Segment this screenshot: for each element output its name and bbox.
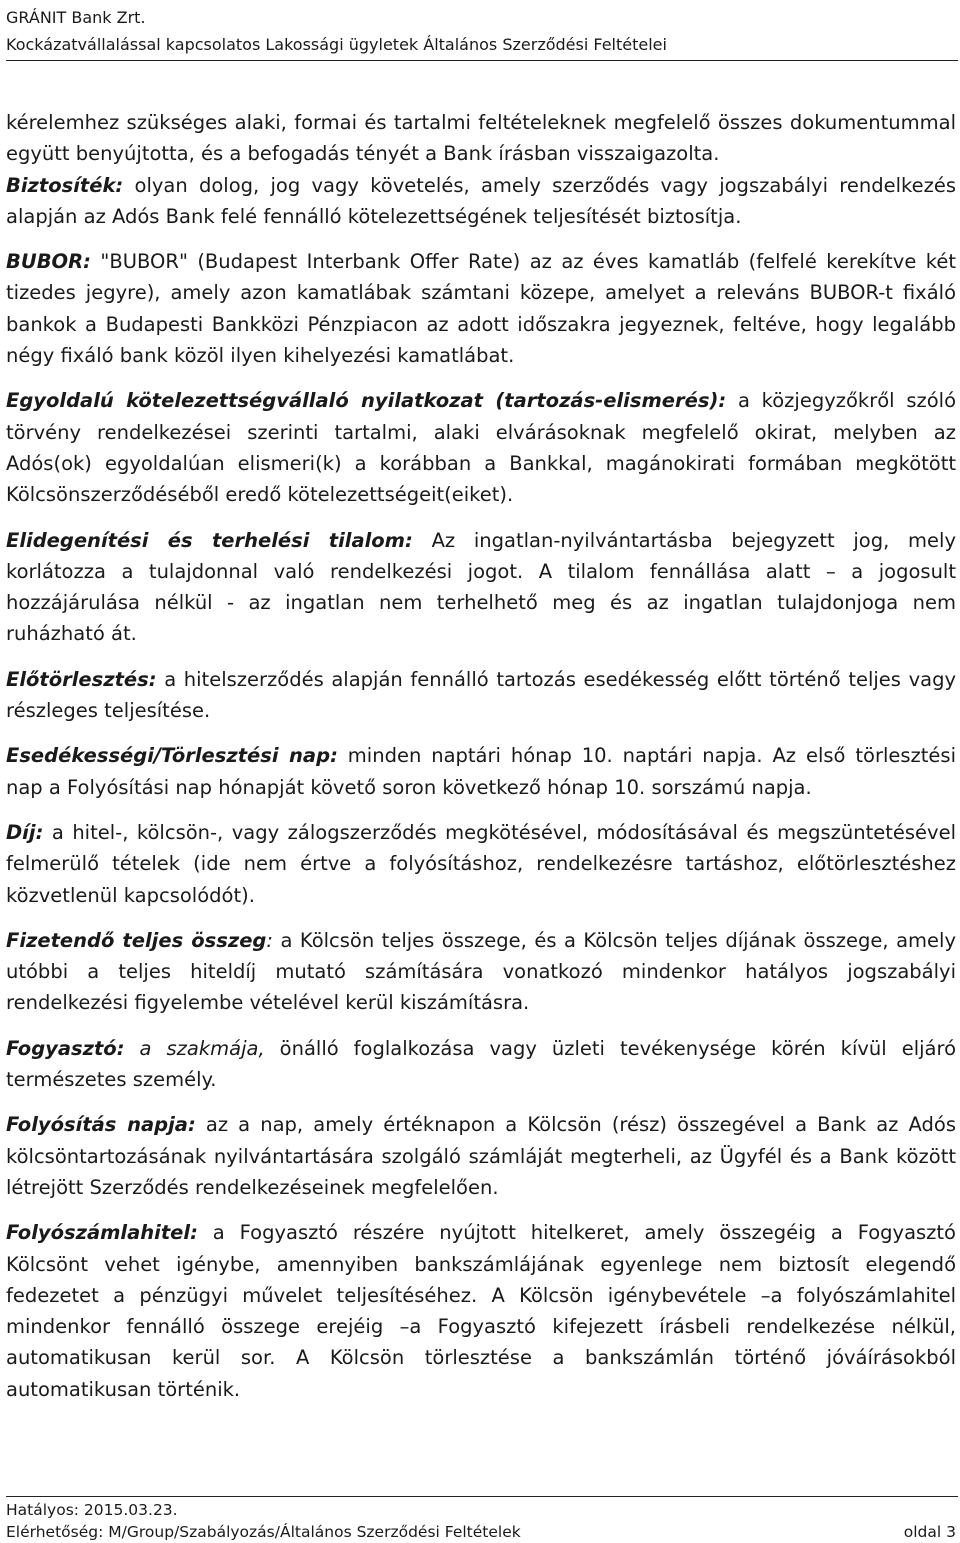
page-footer [6, 1499, 956, 1543]
header-divider [6, 60, 958, 61]
footer-line [6, 1521, 956, 1543]
intro-paragraph: kérelemhez szükséges alaki, formai és tartalmi feltételeknek megfelelő összes dokumentummal együtt benyújtotta, és a befogadás tényét a Bank írásban visszaigazolta. [6, 111, 956, 166]
definition-term: Biztosíték [6, 173, 116, 197]
definition-term: Folyószámlahitel [6, 1221, 191, 1245]
definition-text: Az ingatlan-nyilvántartásba bejegyzett jog, mely korlátozza a tulajdonnal való rendelkezési jogot. A tilalom fennállása alatt – a jogosult hozzájárulása nélkül - az ingatlan nem terhelhető meg és az ingatlan tulajdonjoga nem ruházható át. [6, 528, 956, 646]
definition-folyositas-napja [6, 1109, 956, 1203]
definition-separator: : [330, 744, 338, 768]
definition-text: a közjegyzőkről szóló törvény rendelkezései szerinti tartalmi, alaki elvárásoknak megfelelő okirat, melyben az Adós(ok) egyoldalúan elismeri(k) a korábban a Bankkal, magánokirati formában megkötött Kölcsönszerződéséből eredő kötelezettségeit(eiket). [6, 389, 957, 507]
definition-term: Elidegenítési és terhelési tilalom [6, 528, 406, 552]
definition-term: Díj [6, 820, 36, 844]
definition-text: az a nap, amely értéknapon a Kölcsön (rész) összegével a Bank az Adós kölcsöntartozásának nyilvántartására szolgáló számláját megterheli, az Ügyfél és a Bank között létrejött Szerződés rendelkezéseinek megfelelően. [6, 1113, 956, 1199]
definition-separator: : [116, 1036, 125, 1060]
definition-biztositek [6, 170, 956, 233]
page-header [6, 4, 667, 58]
definition-term: Egyoldalú kötelezettségvállaló nyilatkozat (tartozás-elismerés) [6, 389, 719, 413]
page-number: oldal 3 [903, 1523, 956, 1541]
definition-esedekessegi-nap [6, 740, 956, 803]
effective-date: Hatályos: 2015.03.23. [6, 1501, 178, 1519]
definition-text: minden naptári hónap 10. naptári napja. Az első törlesztési nap a Folyósítási nap hónapját követő soron következő hónap 10. sorszámú napja. [6, 744, 956, 799]
definition-fizetendo-teljes-osszeg [6, 925, 956, 1019]
definition-dij [6, 817, 956, 911]
definition-separator: : [83, 250, 91, 274]
definition-term: Folyósítás napja [6, 1113, 188, 1137]
definition-prefix: a szakmája, [124, 1036, 265, 1060]
definition-term: Esedékességi/Törlesztési nap [6, 744, 331, 768]
definition-egyoldalu [6, 385, 956, 510]
definition-text: a Fogyasztó részére nyújtott hitelkeret, amely összegéig a Fogyasztó Kölcsönt vehet igénybe, amennyiben bankszámlájának egyenlege nem biztosít elegendő fedezetet a pénzügyi művelet teljesítéséhez. A Kölcsön igénybevétele –a folyószámlahitel mindenkor fennálló összege erejéig –a Fogyasztó kifejezett írásbeli rendelkezése nélkül, automatikusan kerül sor. A Kölcsön törlesztése a bankszámlán történő jóváírásokból automatikusan történik. [6, 1221, 956, 1401]
definition-term: Fogyasztó [6, 1036, 117, 1060]
definition-separator: : [266, 928, 273, 952]
definition-separator: : [115, 173, 124, 197]
document-body [6, 107, 956, 1419]
definition-elotorlesztes [6, 664, 956, 727]
definition-bubor [6, 246, 956, 371]
definition-folyoszamlahitel [6, 1217, 956, 1405]
definition-separator: : [718, 389, 727, 413]
definition-text: önálló foglalkozása vagy üzleti tevékenysége körén kívül eljáró természetes személy. [6, 1036, 957, 1092]
company-name: GRÁNIT Bank Zrt. [6, 8, 146, 27]
definition-text: "BUBOR" (Budapest Interbank Offer Rate) az az éves kamatláb (felfelé kerekítve két tizedes jegyre), amely azon kamatlábak számtani közepe, amelyet a releváns BUBOR-t fixáló bankok a Budapesti Bankközi Pénzpiacon az adott időszakra jegyeznek, feltéve, hogy legalább négy fixáló bank közöl ilyen kihelyezési kamatlábat. [6, 250, 956, 368]
definition-separator: : [405, 528, 413, 552]
definition-term: Fizetendő teljes összeg [6, 928, 267, 952]
definition-text: a Kölcsön teljes összege, és a Kölcsön teljes díjának összege, amely utóbbi a teljes hiteldíj mutató számítására vonatkozó mindenkor hatályos jogszabályi rendelkezési figyelembe vételével kerül kiszámításra. [6, 928, 956, 1015]
definition-text: a hitelszerződés alapján fennálló tartozás esedékesség előtt történő teljes vagy részleges teljesítése. [6, 667, 956, 723]
definition-text: olyan dolog, jog vagy követelés, amely szerződés vagy jogszabályi rendelkezés alapján az Adós Bank felé fennálló kötelezettségének teljesítését biztosítja. [6, 173, 956, 228]
document-title: Kockázatvállalással kapcsolatos Lakossági ügyletek Általános Szerződési Feltételei [6, 35, 667, 54]
definition-separator: : [187, 1113, 196, 1137]
definition-separator: : [190, 1221, 198, 1245]
definition-separator: : [148, 667, 157, 691]
definition-term: BUBOR [6, 250, 84, 274]
footer-divider [6, 1496, 958, 1497]
definition-separator: : [35, 820, 44, 844]
definition-text: a hitel-, kölcsön-, vagy zálogszerződés megkötésével, módosításával és megszüntetésével felmerülő tételek (ide nem értve a folyósításhoz, rendelkezésre tartáshoz, előtörlesztéshez közvetlenül kapcsolódót). [6, 820, 956, 907]
definition-elidegenitesi [6, 525, 956, 650]
definition-fogyaszto [6, 1033, 956, 1096]
definition-term: Előtörlesztés [6, 667, 149, 691]
document-location: Elérhetőség: M/Group/Szabályozás/Általános Szerződési Feltételek [6, 1523, 521, 1541]
